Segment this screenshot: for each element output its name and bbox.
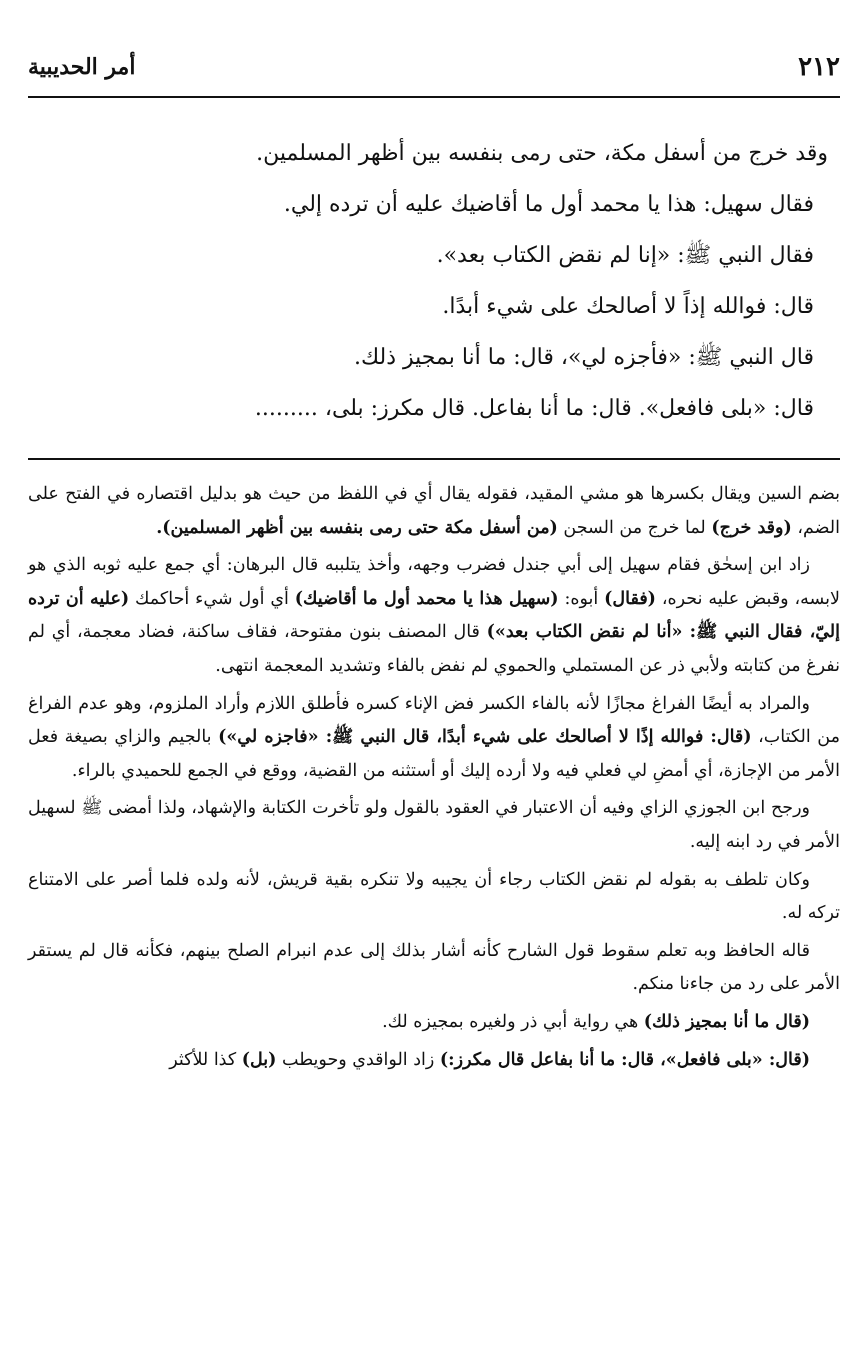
quoted-text: (قال ما أنا بمجيز ذلك) (643, 1011, 810, 1032)
quoted-text: (من أسفل مكة حتى رمى بنفسه بين أظهر المسلمين). (156, 517, 558, 538)
main-text-line: قال: فوالله إذاً لا أصالحك على شيء أبدًا. (442, 294, 814, 319)
commentary-paragraph (28, 1006, 840, 1040)
commentary-separator (28, 458, 840, 460)
commentary-paragraph (28, 1044, 840, 1078)
quoted-text: (قال: فوالله إذًا لا أصالحك على شيء أبدًا، قال النبي ﷺ: «فاجزه لي») (218, 727, 752, 748)
commentary-paragraph: وكان تلطف به بقوله لم نقض الكتاب رجاء أن يجيبه ولا تنكره بقية قريش، لأنه ولده فلما أصر على الامتناع تركه له. (28, 869, 840, 924)
text-run: قال المصنف بنون مفتوحة، فقاف ساكنة، فضاد معجمة، أي لم نفرغ من كتابته ولأبي ذر عن المستملي والحموي لم نفض بالفاء وتشديد المعجمة انتهى. (28, 622, 840, 676)
commentary-paragraph: ورجح ابن الجوزي الزاي وفيه أن الاعتبار في العقود بالقول ولو تأخرت الكتابة والإشهاد، ولذا أمضى ﷺ لسهيل الأمر في رد ابنه إليه. (28, 798, 840, 852)
commentary-paragraph: قاله الحافظ وبه تعلم سقوط قول الشارح كأنه أشار بذلك إلى عدم انبرام الصلح بينهم، فكأنه قال لم يستقر الأمر على رد من جاءنا منكم. (28, 940, 840, 995)
commentary-paragraph (28, 688, 840, 789)
quoted-text: (قال: «بلى فافعل»، قال: ما أنا بفاعل قال مكرز:) (439, 1049, 810, 1070)
commentary-paragraph (28, 478, 840, 545)
commentary-paragraph (28, 549, 840, 683)
page-header (28, 52, 840, 92)
text-run: زاد ابن إسحٰق فقام سهيل إلى أبي جندل فضرب وجهه، وأخذ يتلببه قال البرهان: أي جمع عليه ثوبه الذي هو لابسه، وقبض عليه نحره، (28, 555, 840, 609)
main-text-line: قال النبي ﷺ: «فأجزه لي»، قال: ما أنا بمجيز ذلك. (353, 345, 814, 370)
text-run: كذا للأكثر (169, 1049, 242, 1070)
quoted-text: (فقال) (604, 588, 656, 609)
main-text-line: وقد خرج من أسفل مكة، حتى رمى بنفسه بين أظهر المسلمين. (256, 141, 828, 166)
header-rule (28, 96, 840, 98)
quoted-text: (بل) (241, 1049, 277, 1070)
text-run: بالجيم والزاي بصيغة فعل الأمر من الإجازة، أي أمضِ لي فعلي فيه ولا أرده إليك أو أستثنه من القضية، ووقع في الجمع للحميدي بالراء. (28, 727, 840, 781)
text-run: أي أول شيء أحاكمك (129, 588, 295, 609)
quoted-text: (وقد خرج) (711, 517, 792, 538)
text-run: بضم السين ويقال بكسرها هو مشي المقيد، فقوله يقال أي في اللفظ من حيث هو بدليل اقتصاره في الفتح على الضم، (28, 484, 840, 538)
commentary (28, 478, 840, 1081)
running-title: أمر الحديبية (28, 54, 136, 80)
main-text (40, 128, 828, 434)
text-run: أبوه: (558, 588, 605, 609)
text-run: لما خرج من السجن (557, 517, 712, 538)
main-text-line: فقال سهيل: هذا يا محمد أول ما أقاضيك عليه أن ترده إلي. (283, 192, 814, 217)
page-number: ٢١٢ (798, 52, 840, 82)
main-text-line: قال: «بلى فافعل». قال: ما أنا بفاعل. قال مكرز: بلى، ......... (254, 396, 814, 421)
quoted-text: (سهيل هذا يا محمد أول ما أقاضيك) (294, 588, 559, 609)
main-text-line: فقال النبي ﷺ: «إنا لم نقض الكتاب بعد». (436, 243, 814, 268)
text-run: والمراد به أيضًا الفراغ مجازًا لأنه بالفاء الكسر فض الإناء كسره فأطلق اللازم وأراد الملزوم، وهو عدم الفراغ من الكتاب، (28, 693, 840, 748)
text-run: هي رواية أبي ذر ولغيره بمجيزه لك. (382, 1011, 644, 1032)
quoted-text: (عليه أن ترده إليّ، فقال النبي ﷺ: «أنا لم نقض الكتاب بعد») (28, 588, 841, 643)
text-run: زاد الواقدي وحويطب (276, 1049, 440, 1070)
